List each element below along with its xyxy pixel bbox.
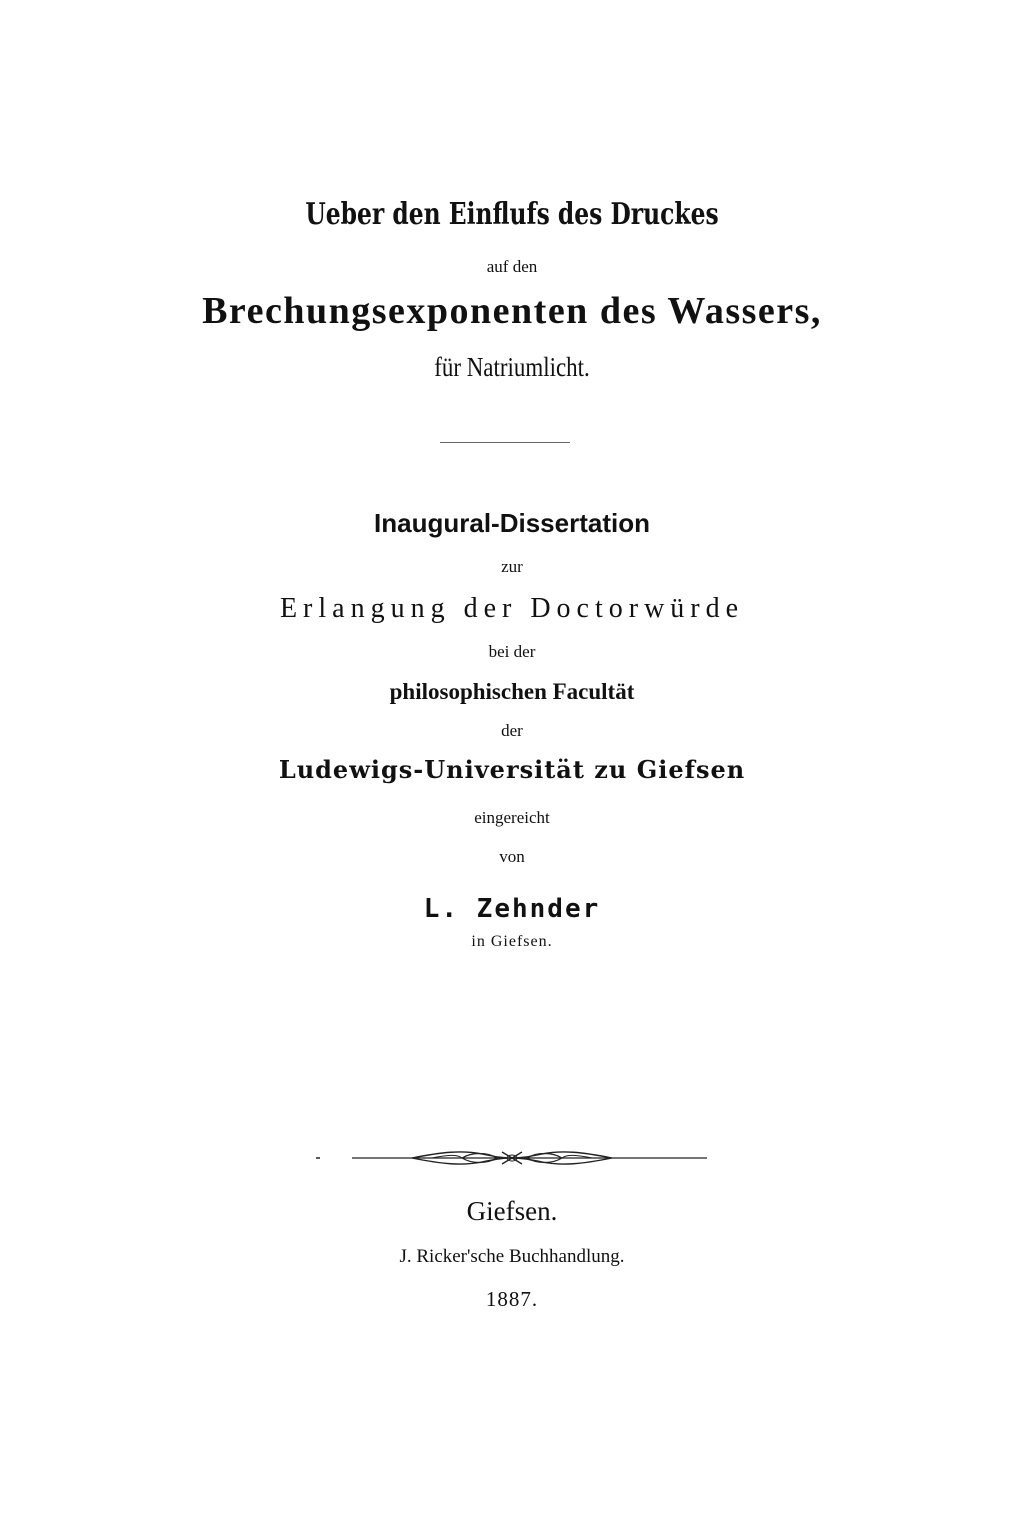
title-connector: auf den [486, 257, 538, 276]
dissertation-purpose: Erlangung der Doctorwürde [279, 593, 745, 624]
title-line-2: Brechungsexponenten des Wassers, [202, 290, 822, 332]
faculty-name: philosophischen Facultät [389, 679, 635, 704]
title-line-1: Ueber den Einflufs des Druckes [305, 197, 719, 232]
title-line-3: für Natriumlicht. [434, 352, 590, 382]
divider-rule [440, 442, 570, 443]
imprint-year: 1887. [485, 1287, 539, 1311]
imprint-place: Giefsen. [466, 1196, 558, 1226]
text-von: von [499, 847, 525, 866]
author-place: in Giefsen. [471, 933, 553, 950]
text-der: der [501, 721, 523, 740]
text-bei-der: bei der [488, 642, 536, 661]
text-eingereicht: eingereicht [474, 808, 550, 827]
university-name: Ludewigs-Universität zu Giefsen [278, 755, 746, 784]
author-name: L. Zehnder [423, 894, 601, 924]
text-zur: zur [501, 557, 523, 576]
dissertation-heading: Inaugural-Dissertation [374, 508, 650, 538]
imprint-publisher: J. Ricker'sche Buchhandlung. [399, 1246, 625, 1267]
ornamental-rule [312, 1146, 712, 1170]
